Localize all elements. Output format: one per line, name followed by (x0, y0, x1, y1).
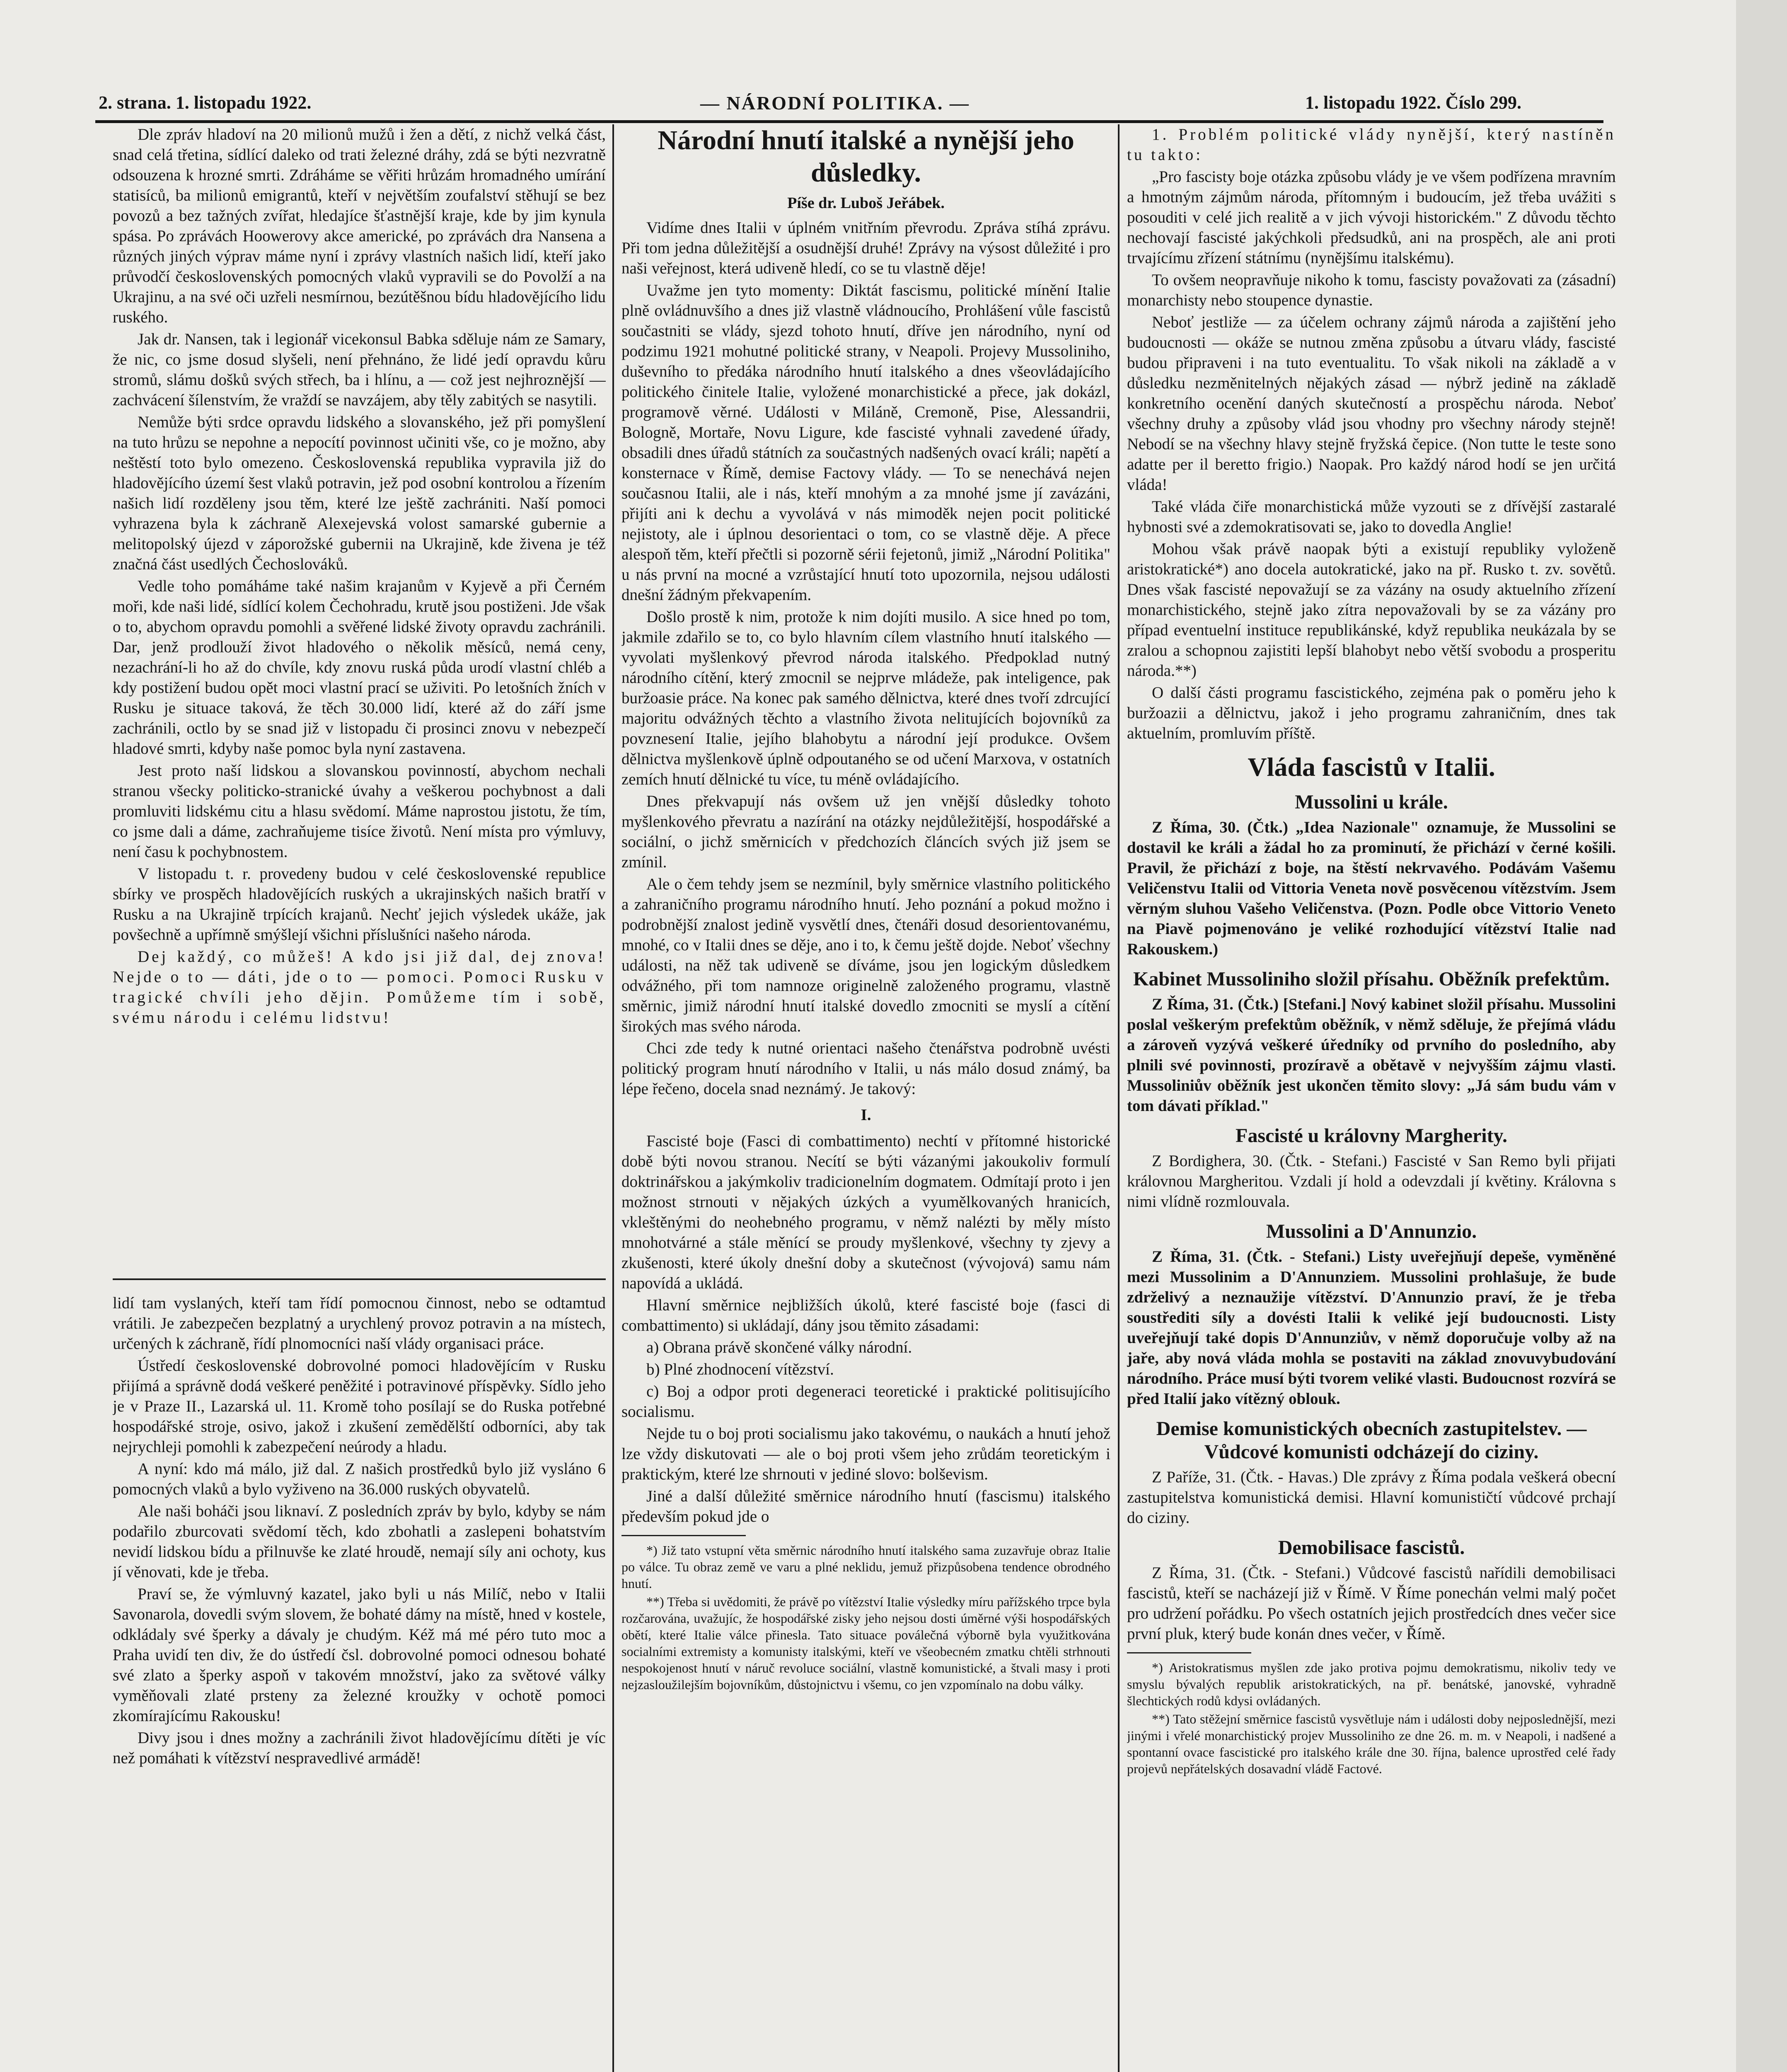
news-headline: Mussolini a D'Annunzio. (1266, 1220, 1477, 1242)
paragraph: Divy jsou i dnes možny a zachránili život hladovějícímu dítěti je víc než pomáhati k vítězství nespravedlivé armádě! (113, 1729, 606, 1767)
paragraph: Neboť jestliže — za účelem ochrany zájmů národa a zajištění jeho budoucnosti — okáže se nutnou změna způsobu a útvaru vlády, fascisté budou připraveni i na tuto eventualitu. To však nikoli na základě a v důsledku nezměnitelných nějakých zásad — nýbrž jedině na základě konkretního ocenění daných skutečností a prospěchu národa. Neboť všechny druhy a způsoby vlád jsou vhodny pro všechny národy stejně! Nebodí se na všechny hlavy stejně fryžská čepice. (Non tutte le teste sono adatte per il beretto frigio.) Naopak. Pro každý národ hodí se jen určitá vláda! (1127, 313, 1616, 494)
footnote: *) Již tato vstupní věta směrnic národního hnutí italského sama zuzavřuje obraz Italie po válce. Tu obraz země ve varu a plné neklidu, jemuž přizpůsobena tendence obrodného hnutí. (621, 1543, 1110, 1591)
column-divider (1118, 124, 1120, 2072)
paragraph: Také vláda čiře monarchistická může vyzouti se z dřívější zastaralé hybnosti své a zdemokratisovati se, jako to dovedla Anglie! (1127, 498, 1616, 536)
news-headline: Demobilisace fascistů. (1278, 1537, 1465, 1559)
list-item: c) Boj a odpor proti degeneraci teoretické i praktické politisujícího socialismu. (621, 1382, 1110, 1421)
column-1-continuation (113, 1293, 606, 2072)
list-item: b) Plné zhodnocení vítězství. (646, 1360, 834, 1378)
paragraph: Ale naši boháči jsou liknaví. Z posledních zpráv by bylo, kdyby se nám podařilo zburcovati svědomí těch, kdo zbohatli a zaslepeni bohatstvím nevidí lidskou bídu a přilnuvše ke zlaté hroudě, nemají síly ani ochoty, kus jí věnovati, kde je třeba. (113, 1502, 606, 1581)
newspaper-masthead: — NÁRODNÍ POLITIKA. — (700, 92, 970, 114)
paragraph: Chci zde tedy k nutné orientaci našeho čtenářstva podrobně uvésti politický program hnutí národního v Italii, u nás málo dosud známý, ba lépe řečeno, docela snad neznámý. Je takový: (621, 1039, 1110, 1098)
news-text: Z Říma, 31. (Čtk. - Stefani.) Listy uveřejňují depeše, vyměněné mezi Mussolinim a D'Annunziem. Mussolini prohlašuje, že bude zdrželivý a neznaužije vítězství. D'Annunzio praví, že je třeba soustřediti síly a dovésti Italii k veliké její budoucnosti. Listy uveřejňují také dopis D'Annunziův, v němž doporučuje volby až na jaře, aby nová vláda mohla se postaviti na základ znovuvybudování národního. Práce musí býti tvorem veliké vlasti. Budoucnost rozvírá se před Italií jako vítězný oblouk. (1127, 1248, 1616, 1408)
paragraph: Ale o čem tehdy jsem se nezmínil, byly směrnice vlastního politického a zahraničního programu národního hnutí. Jeho poznání a pokud možno i podrobnější znalost jedině vysvětlí dnes, čtenáři dosud desorientovanému, mnohé, co v Italii dnes se děje, ano i to, k čemu ještě dojde. Neboť všechny události, na něž tak udiveně se díváme, jsou jen logickým důsledkem odvážného, při tom namnoze originelně založeného programu, vlastně směrnic, jimiž národní hnutí italské dovedlo zmocniti se myslí a cítění širokých mas svého národa. (621, 875, 1110, 1035)
news-headline: Kabinet Mussoliniho složil přísahu. Oběžník prefektům. (1133, 968, 1610, 990)
paragraph: Fascisté boje (Fasci di combattimento) nechtí v přítomné historické době býti novou stranou. Necítí se býti vázanými jakoukoliv formulí doktrinářskou a jakýmkoliv tradicionelním dogmatem. Odmítají proto i jen možnost strnouti v nějakých úzkých a vyumělkovaných hranicích, vkleštěnými do neohebného programu, v němž nalézti by měly místo mnohotvárné a stále měnící se proudy myšlenkové, všechny ty zjevy a zkušenosti, které úkoly dnešní doby a skutečnost (vývojová) samu nám napovídá a ukládá. (621, 1132, 1110, 1292)
list-item: a) Obrana právě skončené války národní. (646, 1339, 912, 1356)
paragraph: Ústředí československé dobrovolné pomoci hladovějícím v Rusku přijímá a správně dodá veškeré peněžité i potravinové příspěvky. Sídlo jeho je v Praze II., Lazarská ul. 11. Kromě toho posílají se do Ruska potřebné hospodářské stroje, osivo, jakož i zkušení zemědělští odborníci, aby tak nejrychleji pomohli k zabezpečení neúrody a hladu. (113, 1357, 606, 1456)
paragraph: Dle zpráv hladoví na 20 milionů mužů i žen a dětí, z nichž velká část, snad celá třetina, sídlící daleko od trati železné dráhy, zdá se býti nezvratně odsouzena k hrozné smrti. Zdráháme se věřiti hrůzám hromadného umírání statisíců, ba milionů emigrantů, kteří v největším zoufalství stěhují se bez povozů a bez tažných zvířat, hledajíce šťastnější kraje, kde by jim kynula spása. Po zprávách Hoowerovy akce americké, po zprávách dra Nansena a různých jiných výprav máme nyní i zprávy vlastních našich lidí, kteří jako průvodčí československých pomocných vlaků vypravili se do Povolží a na Ukrajinu, a na své oči uzřeli nesmírnou, bezútěšnou bídu hladovějícího lidu ruského. (113, 126, 606, 326)
paragraph: Nejde tu o boj proti socialismu jako takovému, o naukách a hnutí jehož lze vždy diskutovati — ale o boj proti všem jeho zrůdám teoretickým i praktickým, které lze shrnouti v jediné slovo: bolševism. (621, 1425, 1110, 1483)
paragraph: Vidíme dnes Italii v úplném vnitřním převrodu. Zpráva stíhá zprávu. Při tom jedna důležitější a osudnější druhé! Zprávy na výsost důležité i pro naši veřejnost, která udiveně hledí, co se tu vlastně děje! (621, 219, 1110, 277)
news-text: Z Říma, 30. (Čtk.) „Idea Nazionale" oznamuje, že Mussolini se dostavil ke králi a žádal ho za prominutí, že přichází v černé košili. Pravil, že přichází z boje, na štěstí nekrvavého. Podávám Vašemu Veličenstvu Italii od Vittoria Veneta nově posvěcenou vítězstvím. Jsem věrným sluhou Vašeho Veličenstva. (Pozn. Podle obce Vittorio Veneto na Piavě pojmenováno je veliké rozhodující vítězství Italie nad Rakouskem.) (1127, 818, 1616, 958)
footnote: **) Tato stěžejní směrnice fascistů vysvětluje nám i události doby nejposlednější, mezi jinými i vřelé monarchistický projev Mussoliniho ze dne 26. m. m. v Neapoli, i nadšené a spontanní ovace fascistické pro italského krále dne 30. října, balence uprostřed celé řady projevů nepřátelských dosavadní vládě Factové. (1127, 1711, 1616, 1776)
paragraph: Vedle toho pomáháme také našim krajanům v Kyjevě a při Černém moři, kde naši lidé, sídlící kolem Čechohradu, krutě jsou postiženi. Jde však o to, abychom opravdu pomohli a svěřené lidské životy opravdu zachránili. Dar, jenž prodlouží život hladového o několik měsíců, nemá ceny, nezachrání-li ho až do chvíle, kdy znovu ruská půda urodí vlastní chléb a kdy postižení budou opět moci vlastní prací se uživiti. Po letošních žních v Rusku je situace taková, že těch 30.000 lidí, které až do září jsme zachránili, octlo by se snad již v listopadu či prosinci znovu v nebezpečí hladové smrti, kdyby naše pomoc byla nyní zastavena. (113, 577, 606, 758)
paragraph: To ovšem neopravňuje nikoho k tomu, fascisty považovati za (zásadní) monarchisty nebo stoupence dynastie. (1127, 271, 1616, 309)
paragraph: Hlavní směrnice nejbližších úkolů, které fascisté boje (fasci di combattimento) si ukládají, dány jsou těmito zásadami: (621, 1296, 1110, 1334)
news-text: Z Bordighera, 30. (Čtk. - Stefani.) Fascisté v San Remo byli přijati královnou Margheritou. Vzdali jí hold a odevzdali jí květiny. Královna s nimi vlídně rozmlouvala. (1127, 1152, 1616, 1210)
paragraph: Došlo prostě k nim, protože k nim dojíti musilo. A sice hned po tom, jakmile zdařilo se to, co bylo hlavním cílem vlastního hnutí italského — vyvolati myšlenkový převrod národa italského. Předpoklad nutný národního cítění, který zmocnil se nejprve mládeže, pak inteligence, pak buržoasie práce. Na konec pak samého dělnictva, které dnes tvoří zdrcující majoritu odvážných těchto a vlastního života nelitujících bojovníků za povznesení Italie, jejího blahobytu a národní její produkce. Ovšem dělnictva myšlenkově úplně odpoutaného se od učení Marxova, v ostatních zemích hnutí dělnické tu více, tu méně ovládajícího. (621, 608, 1110, 788)
section-rule (113, 1278, 606, 1280)
paragraph: Nemůže býti srdce opravdu lidského a slovanského, jež při pomyšlení na tuto hrůzu se nepohne a nepocítí povinnost učiniti vše, co je možno, aby neštěstí toto bylo omezeno. Československá republika vypravila již do hladovějícího území šest vlaků potravin, jež pod osobní kontrolou a řízením našich lidí rozděleny jsou těm, které lze ještě zachrániti. Naší pomoci vyhrazena byla k záchraně Alexejevská volost samarské gubernie a melitopolský újezd v záporožské gubernii na Ukrajině, kde živena je též značná část usedlých Čechoslováků. (113, 413, 606, 573)
section-title: Vláda fascistů v Italii. (1248, 752, 1495, 782)
column-2-article (621, 124, 1110, 2072)
paragraph: Jak dr. Nansen, tak i legionář vicekonsul Babka sděluje nám ze Samary, že nic, co jsme dosud slyšeli, není přehnáno, že lidé jedí opravdu kůru stromů, slámu došků svých střech, ba i hlínu, a — což jest nejhroznější — zachvácení šílenstvím, že vraždí se navzájem, aby těly zabitých se nasytili. (113, 330, 606, 409)
news-headline: Fascisté u královny Margherity. (1236, 1125, 1507, 1147)
paragraph: Dej každý, co můžeš! A kdo jsi již dal, dej znova! Nejde o to — dáti, jde o to — pomoci. Pomoci Rusku v tragické chvíli jeho dějin. Pomůžeme tím i sobě, svému národu i celému lidstvu! (113, 948, 606, 1026)
article-title: Národní hnutí italské a nynější jeho důsledky. (658, 125, 1074, 188)
news-text: Z Říma, 31. (Čtk. - Stefani.) Vůdcové fascistů nařídili demobilisaci fascistů, kteří se nacházejí již v Římě. V Říme ponechán velmi malý počet pro udržení pořádku. Po všech ostatních jejich prostředcích dnes večer sice první pluk, který bude konán dnes večer, v Římě. (1127, 1564, 1616, 1643)
column-divider (612, 124, 614, 2072)
paragraph: A nyní: kdo má málo, již dal. Z našich prostředků bylo již vysláno 6 pomocných vlaků a bylo vyživeno na 36.000 ruských obyvatelů. (113, 1460, 606, 1498)
paragraph: lidí tam vyslaných, kteří tam řídí pomocnou činnost, nebo se odtamtud vrátili. Je zabezpečen bezplatný a urychlený provoz potravin a na místech, určených k záchraně, řídí plnomocníci naší vlády organisaci práce. (113, 1294, 606, 1353)
footnote-rule (621, 1535, 746, 1536)
news-text: Z Paříže, 31. (Čtk. - Havas.) Dle zprávy z Říma podala veškerá obecní zastupitelstva komunistická demisi. Hlavní komunističtí vůdcové prchají do ciziny. (1127, 1468, 1616, 1527)
column-3 (1127, 124, 1616, 2072)
paragraph: Praví se, že výmluvný kazatel, jako byli u nás Milíč, nebo v Italii Savonarola, dovedli svým slovem, že bohaté dámy na místě, hned v kostele, odkládaly své šperky a dávaly je chudým. Kéž má mé péro tuto moc a Praha uvidí ten div, že do ústředí čsl. dobrovolné pomoci odnesou bohaté své zlato a šperky aspoň v takovém množství, jako za světové války vyměňovali zlaté prsteny za železné kroužky v ochotě pomoci zkomírajícímu Rakousku! (113, 1585, 606, 1725)
paragraph: 1. Problém politické vlády nynější, který nastíněn tu takto: (1127, 126, 1616, 164)
column-1-appeal (113, 124, 606, 1251)
news-headline: Demise komunistických obecních zastupitelstev. — Vůdcové komunisti odcházejí do ciziny. (1156, 1418, 1587, 1463)
header-page-info: 2. strana. 1. listopadu 1922. (99, 92, 312, 113)
paragraph: V listopadu t. r. provedeny budou v celé československé republice sbírky ve prospěch hladovějících ruských a ukrajinských našich bratří v Rusku a na Ukrajině trpících krajanů. Nechť jejich výsledek ukáže, jak povšechně a upřímně smýšlejí všichni příslušníci našeho národa. (113, 865, 606, 944)
paragraph: „Pro fascisty boje otázka způsobu vlády je ve všem podřízena mravním a hmotným zájmům národa, přítomným i budoucím, jež třeba uvážiti s posouditi v celé jich realitě a v jich vývoji historickém." Z důvodu těchto nechovají fascisté jakýchkoli předsudků, ani na prospěch, ale ani proti trvajícímu zřízení státnímu (nynějšímu italskému). (1127, 168, 1616, 267)
article-byline: Píše dr. Luboš Jeřábek. (787, 194, 945, 212)
news-headline: Mussolini u krále. (1295, 791, 1448, 813)
paragraph: Dnes překvapují nás ovšem už jen vnější důsledky tohoto myšlenkového převratu a nazírání na otázky nejdůležitější, hospodářské a sociální, o jichž směrnicích v předchozích článcích svých již jsem se zmínil. (621, 792, 1110, 871)
footnote-rule (1127, 1652, 1251, 1653)
header-issue-info: 1. listopadu 1922. Číslo 299. (1305, 92, 1521, 113)
paragraph: Uvažme jen tyto momenty: Diktát fascismu, politické mínění Italie plně ovládnuvšího a dnes již vlastně vládnoucího, Prohlášení vůle fascistů součastniti se vlády, sjezd tohoto hnutí, dříve jen národního, nyní od podzimu 1921 mohutné politické strany, v Neapoli. Projevy Mussoliniho, duševního to předáka národního hnutí italského a dnes všeovládajícího politického činitele Italie, vyložené monarchistické a přece, jak dokázl, programově věrné. Události v Miláně, Cremoně, Pise, Alessandrii, Bologně, Mortaře, Novu Ligure, kde fascisté vyhnali zavedené úřady, obsadili dnes úřadů státních za součastných nadšených ovací králi; napětí a konsternace v Římě, demise Factovy vlády. — To se nenechává nejen současnou Italii, ale i nás, kteří mnohým a za mnohé jsme jí zavázáni, přijíti ani k dechu a vyvolává v nás mimoděk nejen pocit politické nejistoty, ale i úplnou desorientaci o tom, co se vlastně děje. A přece alespoň těm, kteří přečtli si pozorně sérii fejetonů, jimiž „Národní Politika" u nás první na mocné a vzrůstající hnutí toto upozornila, nejsou události dnešní žádným překvapením. (621, 281, 1110, 604)
paragraph: Jiné a další důležité směrnice národního hnutí (fascismu) italského především pokud jde o (621, 1487, 1110, 1525)
scan-edge (1736, 0, 1787, 2072)
section-number: I. (861, 1106, 871, 1124)
footnote: **) Třeba si uvědomiti, že právě po vítězství Italie výsledky míru pařížského trpce byla rozčarována, uvažujíc, že hospodářské zisky jeho nejsou dosti úměrné výši hospodářských obětí, které Italie válce přinesla. Tato situace poválečná výborně byla využitkována socialními extremisty a komunisty italskými, kteří ve všeobecném zmatku chtěli strhnouti nespokojenost hnutí v náruč revoluce sociální, vlastně komunistické, a štvali masy i proti nejzasloužilejším bojovníkům, důstojnictvu i všemu, co jen vzpomínalo na dobu války. (621, 1594, 1110, 1692)
paragraph: O další části programu fascistického, zejména pak o poměru jeho k buržoazii a dělnictvu, jakož i jeho programu zahraničním, dnes tak aktuelním, promluvím příště. (1127, 684, 1616, 742)
paragraph: Jest proto naší lidskou a slovanskou povinností, abychom nechali stranou všecky politicko-stranické úvahy a veškerou pochybnost a dali promluviti lidskému citu a hlasu svědomí. Máme naprostou jistotu, že tím, co jsme dali a dáme, zachraňujeme tisíce životů. Není místa pro výmluvy, není času k pochybnostem. (113, 762, 606, 861)
header-rule (95, 120, 1603, 123)
footnote: *) Aristokratismus myšlen zde jako protiva pojmu demokratismu, nikoliv tedy ve smyslu bývalých republik aristokratických, na př. benátské, janovské, vyhradně šlechtických rodů kdysi ovládaných. (1127, 1660, 1616, 1708)
paragraph: Mohou však právě naopak býti a existují republiky vyloženě aristokratické*) ano docela autokratické, jako na př. Rusko t. zv. sovětů. Dnes však fascisté nepovažují se za vázány na osudy aktuelního zřízení monarchistického, stejně jako zítra nepovažovali by se za vázány pro případ eventuelní instituce republikánské, když republika neukázala by se zralou a schopnou zajistiti lepší blahobyt nebo větší svobodu a prosperitu národa.**) (1127, 540, 1616, 680)
news-text: Z Říma, 31. (Čtk.) [Stefani.] Nový kabinet složil přísahu. Mussolini poslal veškerým prefektům oběžník, v němž sděluje, že přejímá vládu a zároveň vyzývá veškeré úředníky od prvního do posledního, aby plnili své povinnosti, prozíravě a obětavě v nejvyšším zájmu vlasti. Mussoliniův oběžník jest ukončen těmito slovy: „Já sám budu vám v tom dávati příklad." (1127, 995, 1616, 1115)
